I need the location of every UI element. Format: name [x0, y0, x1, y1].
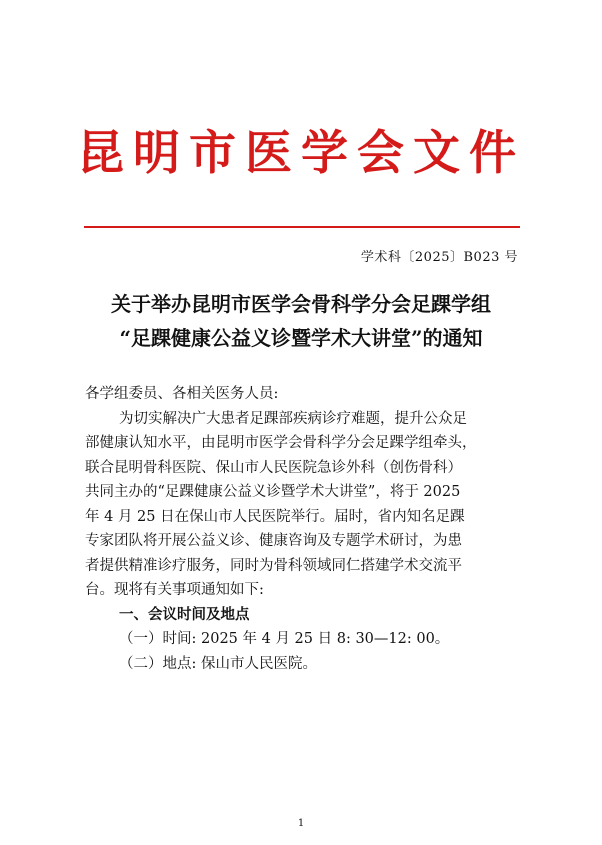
org-header-title: 昆明市医学会文件 — [77, 126, 525, 181]
item-place: （二）地点: 保山市人民医院。 — [119, 655, 317, 672]
notice-title-line-1: 关于举办昆明市医学会骨科学分会足踝学组 — [111, 292, 491, 316]
paragraph-line: 联合昆明骨科医院、保山市人民医院急诊外科（创伤骨科） — [85, 459, 462, 476]
page-number: 1 — [297, 818, 305, 829]
notice-title — [0, 287, 602, 355]
paragraph-line: 者提供精准诊疗服务，同时为骨科领域同仁搭建学术交流平 — [85, 557, 462, 574]
paragraph-line: 年 4 月 25 日在保山市人民医院举行。届时，省内知名足踝 — [85, 508, 465, 525]
paragraph-line: 共同主办的“足踝健康公益义诊暨学术大讲堂”，将于 2025 — [85, 484, 461, 500]
notice-body — [85, 382, 525, 676]
paragraph-line: 台。现将有关事项通知如下: — [85, 582, 264, 598]
section-heading: 一、会议时间及地点 — [119, 605, 250, 623]
paragraph-line: 专家团队将开展公益义诊、健康咨询及专题学术研讨，为患 — [85, 533, 462, 549]
item-time: （一）时间: 2025 年 4 月 25 日 8: 30—12: 00。 — [119, 631, 450, 647]
notice-title-line-2: “足踝健康公益义诊暨学术大讲堂”的通知 — [119, 326, 483, 350]
document-number: 学术科〔2025〕B023 号 — [360, 250, 518, 265]
red-divider-line — [84, 226, 520, 228]
salutation: 各学组委员、各相关医务人员: — [85, 386, 279, 402]
paragraph-line: 部健康认知水平，由昆明市医学会骨科学分会足踝学组牵头， — [85, 435, 477, 451]
paragraph-line: 为切实解决广大患者足踝部疾病诊疗难题，提升公众足 — [119, 410, 467, 427]
